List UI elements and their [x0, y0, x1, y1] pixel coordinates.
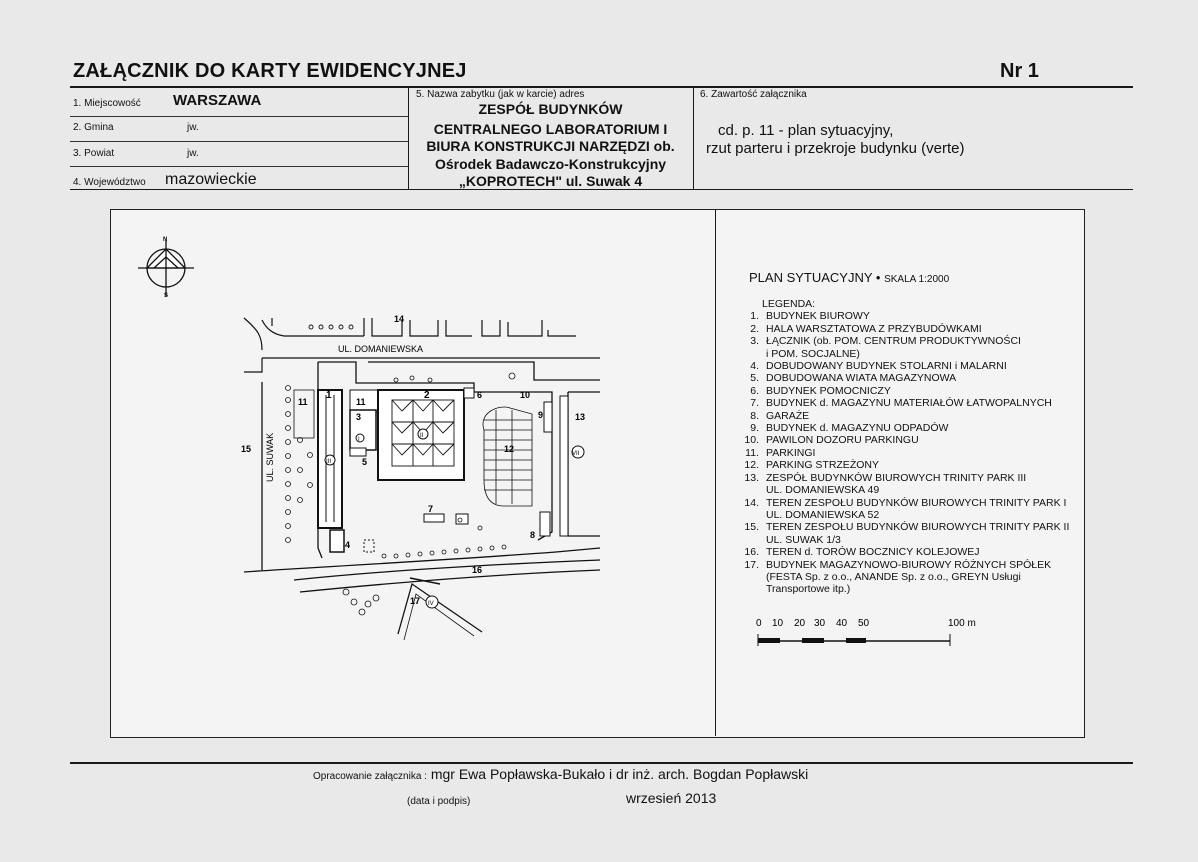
legend-text: BUDYNEK MAGAZYNOWO-BIUROWY RÓŻNYCH SPÓŁEK [766, 558, 1052, 571]
field-divider [70, 166, 408, 167]
date-label: (data i podpis) [407, 796, 471, 807]
legend-number: 12. [744, 459, 759, 472]
map-label-13: 13 [575, 412, 586, 422]
legend-item [737, 397, 1069, 409]
legend-number [737, 348, 759, 360]
legend-text: PARKINGI [766, 446, 816, 459]
legend-text: (FESTA Sp. z o.o., ANANDE Sp. z o.o., GREYN Usługi [766, 570, 1021, 583]
map-label-16: 16 [472, 565, 483, 575]
scale-tick-50: 50 [858, 618, 870, 629]
plan-title-text: PLAN SYTUACYJNY • [749, 270, 881, 285]
legend-item [737, 360, 1069, 372]
map-label-8: 8 [530, 530, 536, 540]
prepared-value: mgr Ewa Popławska-Bukało i dr inż. arch. Bogdan Popławski [430, 766, 809, 782]
column-divider [693, 87, 694, 190]
legend-text: DOBUDOWANY BUDYNEK STOLARNI i MALARNI [766, 360, 1007, 373]
legend-number: 17. [744, 558, 759, 571]
map-label-10: 10 [520, 390, 531, 400]
map-label-2: 2 [424, 390, 430, 401]
document-title: ZAŁĄCZNIK DO KARTY EWIDENCYJNEJ [73, 60, 467, 82]
zawartosc-line2: rzut parteru i przekroje budynku (verte) [706, 140, 965, 157]
legend-item [737, 447, 1069, 459]
compass-s: S [164, 293, 169, 299]
legend-text: i POM. SOCJALNE) [766, 347, 860, 360]
legend-number [737, 571, 759, 583]
legend-text: TEREN ZESPOŁU BUDYNKÓW BIUROWYCH TRINITY PARK II [766, 521, 1070, 534]
field-divider [70, 141, 408, 142]
legend-item [737, 372, 1069, 384]
legend-item [737, 583, 1069, 595]
legend-text: UL. SUWAK 1/3 [766, 533, 841, 546]
legend-text: PARKING STRZEŻONY [766, 459, 879, 472]
legend-text: ŁĄCZNIK (ob. POM. CENTRUM PRODUKTYWNOŚCI [766, 335, 1021, 348]
footer-rule [70, 762, 1133, 764]
legend-item [737, 410, 1069, 422]
map-label-15: 15 [241, 444, 252, 454]
scale-tick-40: 40 [836, 618, 848, 629]
legend-number: 1. [750, 310, 759, 323]
map-label-14: 14 [394, 314, 405, 324]
scale-tick-20: 20 [794, 618, 806, 629]
legend-item [737, 422, 1069, 434]
legend-number: 15. [744, 521, 759, 534]
scale-bar [752, 614, 992, 650]
legend-text: BUDYNEK POMOCNICZY [766, 384, 891, 397]
building-4 [330, 530, 344, 552]
wojewodztwo-label: 4. Województwo [73, 177, 146, 188]
legend-number [737, 534, 759, 546]
plan-scale: SKALA 1:2000 [884, 274, 950, 285]
street-suwak: UL. SUWAK [265, 432, 275, 482]
legend-text: GARAŻE [766, 409, 810, 422]
roman-3: III [326, 459, 332, 465]
map-label-17: 17 [410, 596, 421, 606]
nazwa-line: Ośrodek Badawczo-Konstrukcyjny [434, 156, 667, 172]
gmina-value: jw. [187, 122, 199, 133]
legend-item [737, 559, 1069, 571]
miejscowosc-label: 1. Miejscowość [73, 98, 141, 109]
legend-text: PAWILON DOZORU PARKINGU [766, 434, 919, 447]
legend-item [737, 534, 1069, 546]
north-arrow-icon [138, 240, 194, 296]
legend-number: 4. [750, 360, 759, 373]
map-label-5: 5 [362, 457, 368, 467]
legend-item [737, 323, 1069, 335]
map-label-3: 3 [356, 412, 362, 422]
map-label-7: 7 [428, 504, 434, 514]
date-value: wrzesień 2013 [626, 790, 717, 806]
legend-text: UL. DOMANIEWSKA 52 [766, 508, 880, 521]
legend-item [737, 459, 1069, 471]
legend-number: 13. [744, 471, 759, 484]
legend-number [737, 509, 759, 521]
header-rule [70, 86, 1133, 88]
wojewodztwo-value: mazowieckie [165, 171, 257, 188]
legend-text: DOBUDOWANA WIATA MAGAZYNOWA [766, 372, 957, 385]
document-number: Nr 1 [1000, 60, 1039, 82]
powiat-label: 3. Powiat [73, 148, 115, 159]
site-plan-map [111, 210, 715, 735]
legend-number: 16. [744, 546, 759, 559]
legend-number: 10. [744, 434, 759, 447]
zawartosc-label: 6. Zawartość załącznika [700, 89, 807, 100]
building-3 [350, 410, 376, 450]
nazwa-line: ZESPÓŁ BUDYNKÓW [478, 101, 623, 117]
legend-item [737, 571, 1069, 583]
gmina-label: 2. Gmina [73, 122, 114, 133]
legend-item [737, 385, 1069, 397]
prepared-by [313, 766, 808, 782]
powiat-value: jw. [187, 148, 199, 159]
map-label-1: 1 [326, 390, 332, 401]
scale-tick-0: 0 [756, 618, 762, 629]
legend-text: BUDYNEK d. MAGAZYNU MATERIAŁÓW ŁATWOPALNYCH [766, 397, 1052, 410]
legend-item [737, 472, 1069, 484]
map-label-4: 4 [345, 540, 351, 550]
legend-text: Transportowe itp.) [766, 583, 851, 596]
map-label-12: 12 [504, 444, 515, 454]
map-label-11b: 11 [356, 397, 366, 407]
legend-item [737, 434, 1069, 446]
legend-item [737, 348, 1069, 360]
legend-number: 6. [750, 384, 759, 397]
roman-4: IV [428, 601, 434, 607]
legend-number: 9. [750, 422, 759, 435]
miejscowosc-value: WARSZAWA [173, 92, 262, 109]
field-divider [70, 116, 408, 117]
legend-item [737, 484, 1069, 496]
legend-text: BUDYNEK d. MAGAZYNU ODPADÓW [766, 422, 949, 435]
legend-item [737, 497, 1069, 509]
map-label-6: 6 [477, 390, 483, 400]
legend-title: LEGENDA: [762, 298, 816, 310]
nazwa-line: CENTRALNEGO LABORATORIUM I [433, 121, 668, 137]
legend-number: 14. [744, 496, 759, 509]
map-label-11a: 11 [298, 397, 308, 407]
legend [737, 298, 1069, 596]
compass-n: N [163, 237, 168, 243]
prepared-label: Opracowanie załącznika : [313, 771, 427, 782]
legend-number: 8. [750, 409, 759, 422]
legend-title-row [737, 298, 1069, 310]
legend-item [737, 521, 1069, 533]
legend-number [737, 484, 759, 496]
roman-2: II [420, 433, 424, 439]
legend-item [737, 546, 1069, 558]
legend-text: HALA WARSZTATOWA Z PRZYBUDÓWKAMI [766, 322, 982, 335]
scale-tick-30: 30 [814, 618, 826, 629]
map-label-9: 9 [538, 410, 544, 420]
scale-tick-10: 10 [772, 618, 784, 629]
legend-number: 5. [750, 372, 759, 385]
legend-number [737, 583, 759, 595]
scale-tick-100: 100 m [948, 618, 976, 629]
nazwa-line: „KOPROTECH" ul. Suwak 4 [458, 173, 643, 189]
zawartosc-line1: cd. p. 11 - plan sytuacyjny, [718, 122, 894, 139]
legend-item [737, 335, 1069, 347]
legend-text: UL. DOMANIEWSKA 49 [766, 484, 880, 497]
legend-item [737, 310, 1069, 322]
legend-number: 7. [750, 397, 759, 410]
nazwa-line: BIURA KONSTRUKCJI NARZĘDZI ob. [426, 138, 675, 154]
plan-divider [715, 210, 716, 736]
legend-text: TEREN ZESPOŁU BUDYNKÓW BIUROWYCH TRINITY PARK I [766, 496, 1067, 509]
legend-text: BUDYNEK BIUROWY [766, 310, 870, 323]
plan-title [749, 270, 949, 285]
roman-7: VII [572, 451, 580, 457]
legend-item [737, 509, 1069, 521]
legend-number: 3. [750, 335, 759, 348]
legend-text: ZESPÓŁ BUDYNKÓW BIUROWYCH TRINITY PARK III [766, 471, 1027, 484]
legend-text: TEREN d. TORÓW BOCZNICY KOLEJOWEJ [766, 546, 980, 559]
roman-1: I [358, 437, 360, 443]
legend-number: 2. [750, 322, 759, 335]
legend-number: 11. [745, 446, 759, 459]
nazwa-label: 5. Nazwa zabytku (jak w karcie) adres [416, 89, 585, 100]
street-domaniewska: UL. DOMANIEWSKA [338, 344, 424, 354]
